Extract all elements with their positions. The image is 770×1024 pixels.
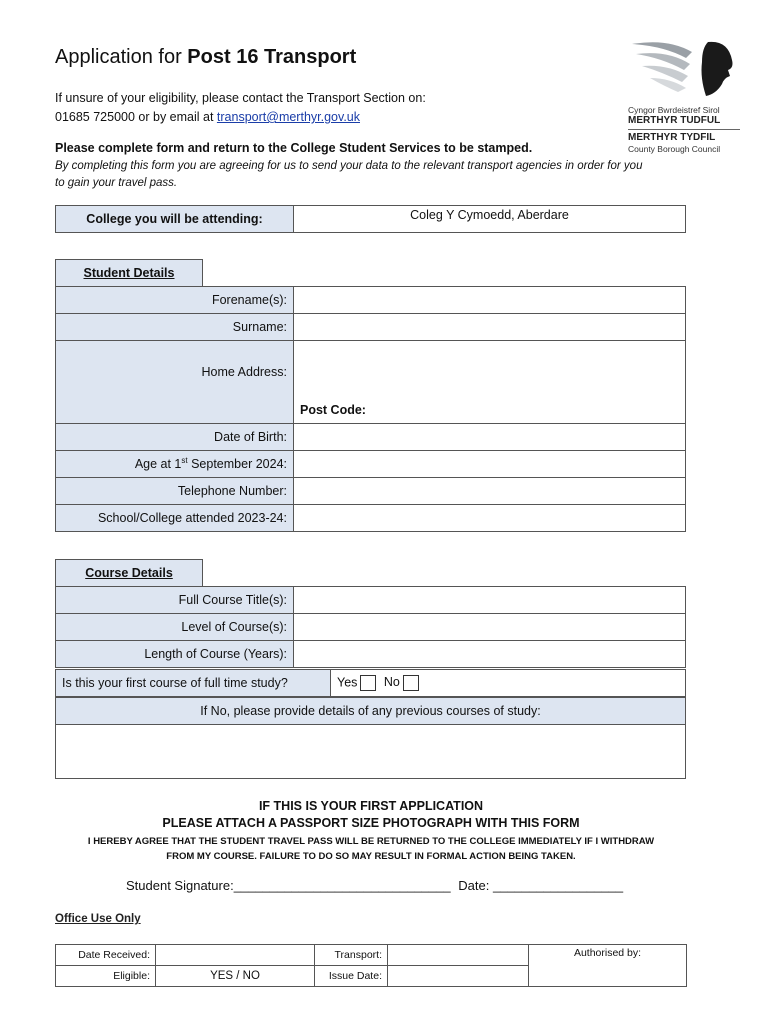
agreement-line2: FROM MY COURSE. FAILURE TO DO SO MAY RESULT IN FORMAL ACTION BEING TAKEN. bbox=[166, 851, 576, 862]
school-label: School/College attended 2023-24: bbox=[56, 505, 294, 532]
logo-line3: MERTHYR TYDFIL bbox=[628, 132, 716, 143]
council-emblem-icon bbox=[628, 38, 740, 98]
first-course-table bbox=[55, 669, 686, 697]
surname-field[interactable] bbox=[294, 314, 686, 341]
college-value[interactable]: Coleg Y Cymoedd, Aberdare bbox=[294, 206, 686, 233]
postcode-label: Post Code: bbox=[300, 403, 366, 417]
intro-line2: 01685 725000 or by email at bbox=[55, 110, 217, 124]
notice-line2: PLEASE ATTACH A PASSPORT SIZE PHOTOGRAPH WITH THIS FORM bbox=[162, 816, 580, 830]
consent-note: By completing this form you are agreeing for us to send your data to the relevant transport agencies in order for you to gain your travel pass. bbox=[55, 160, 643, 189]
school-field[interactable] bbox=[294, 505, 686, 532]
forename-label: Forename(s): bbox=[56, 287, 294, 314]
email-link[interactable]: transport@merthyr.gov.uk bbox=[216, 110, 360, 124]
first-course-label: Is this your first course of full time study? bbox=[56, 670, 331, 697]
signature-line[interactable]: ______________________________ bbox=[233, 878, 451, 893]
title-prefix: Application for bbox=[55, 46, 188, 68]
course-length-field[interactable] bbox=[294, 641, 686, 668]
college-label: College you will be attending: bbox=[56, 206, 294, 233]
transport-field[interactable] bbox=[388, 945, 529, 966]
notice-block bbox=[55, 798, 687, 832]
age-field[interactable] bbox=[294, 451, 686, 478]
address-field[interactable] bbox=[294, 341, 686, 424]
course-length-label: Length of Course (Years): bbox=[56, 641, 294, 668]
course-title-label: Full Course Title(s): bbox=[56, 587, 294, 614]
eligible-label: Eligible: bbox=[56, 966, 156, 987]
page-title bbox=[55, 46, 356, 69]
course-level-field[interactable] bbox=[294, 614, 686, 641]
issue-date-label: Issue Date: bbox=[315, 966, 388, 987]
transport-label: Transport: bbox=[315, 945, 388, 966]
office-use-heading: Office Use Only bbox=[55, 913, 141, 925]
phone-label: Telephone Number: bbox=[56, 478, 294, 505]
agreement-block bbox=[55, 834, 687, 864]
date-received-label: Date Received: bbox=[56, 945, 156, 966]
agreement-line1: I HEREBY AGREE THAT THE STUDENT TRAVEL PASS WILL BE RETURNED TO THE COLLEGE IMMEDIATELY IF I WITHDRAW bbox=[87, 836, 655, 847]
previous-courses-field[interactable] bbox=[56, 725, 686, 779]
logo-line4: County Borough Council bbox=[628, 144, 721, 154]
council-logo bbox=[628, 38, 748, 154]
logo-line2: MERTHYR TUDFUL bbox=[628, 115, 721, 126]
intro-text bbox=[55, 89, 426, 127]
issue-date-field[interactable] bbox=[388, 966, 529, 987]
office-use-table bbox=[55, 944, 687, 987]
authorised-by-cell[interactable] bbox=[529, 945, 687, 987]
phone-field[interactable] bbox=[294, 478, 686, 505]
logo-line1: Cyngor Bwrdeistref Sirol bbox=[628, 105, 720, 115]
yes-checkbox[interactable] bbox=[360, 675, 376, 691]
course-title-field[interactable] bbox=[294, 587, 686, 614]
first-course-options bbox=[331, 670, 686, 697]
title-bold: Post 16 Transport bbox=[187, 46, 357, 68]
surname-label: Surname: bbox=[56, 314, 294, 341]
no-label: No bbox=[383, 675, 400, 690]
dob-field[interactable] bbox=[294, 424, 686, 451]
previous-courses-label: If No, please provide details of any previous courses of study: bbox=[56, 698, 686, 725]
date-label: Date: bbox=[458, 878, 490, 893]
address-label: Home Address: bbox=[56, 341, 294, 424]
student-details-tab: Student Details bbox=[55, 259, 203, 287]
yes-label: Yes bbox=[337, 675, 358, 690]
instruction-note: Please complete form and return to the College Student Services to be stamped. bbox=[55, 141, 533, 155]
date-received-field[interactable] bbox=[156, 945, 315, 966]
dob-label: Date of Birth: bbox=[56, 424, 294, 451]
course-details-table bbox=[55, 586, 686, 668]
student-details-table bbox=[55, 286, 686, 532]
eligible-field[interactable]: YES / NO bbox=[156, 966, 315, 987]
authorised-label: Authorised by: bbox=[573, 947, 642, 959]
age-label: Age at 1st September 2024: bbox=[56, 451, 294, 478]
notice-line1: IF THIS IS YOUR FIRST APPLICATION bbox=[258, 799, 484, 813]
signature-row bbox=[126, 878, 623, 893]
course-level-label: Level of Course(s): bbox=[56, 614, 294, 641]
course-details-tab: Course Details bbox=[55, 559, 203, 587]
forename-field[interactable] bbox=[294, 287, 686, 314]
date-line[interactable]: __________________ bbox=[492, 878, 624, 893]
no-checkbox[interactable] bbox=[403, 675, 419, 691]
college-table bbox=[55, 205, 686, 233]
signature-label: Student Signature: bbox=[126, 878, 234, 893]
previous-courses-table bbox=[55, 697, 686, 779]
intro-line1: If unsure of your eligibility, please contact the Transport Section on: bbox=[55, 91, 426, 105]
